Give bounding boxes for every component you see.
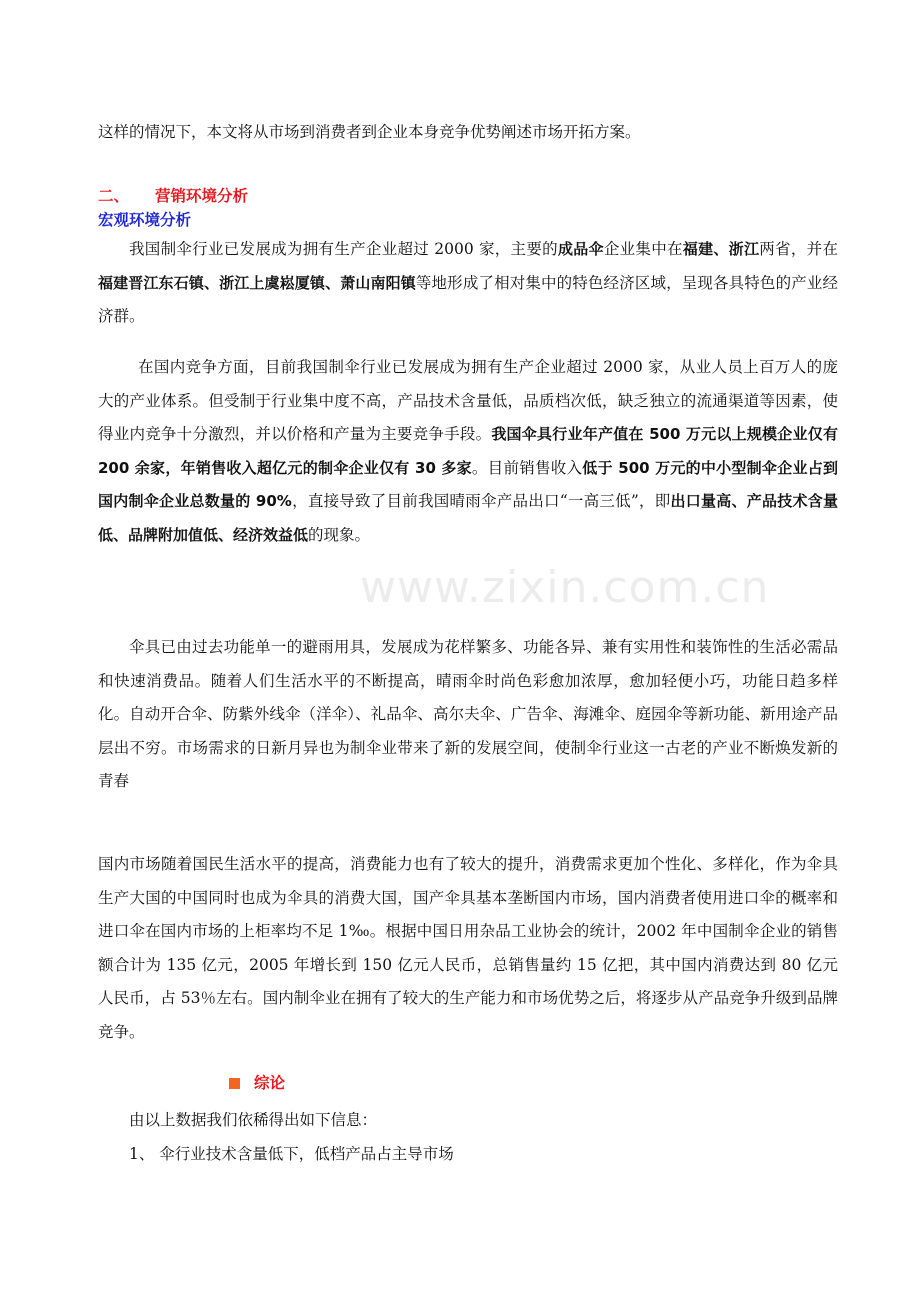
section-heading [98, 184, 248, 208]
summary-intro: 由以上数据我们依稀得出如下信息： [129, 1111, 378, 1129]
summary-title: 综论 [254, 1074, 286, 1092]
section-title: 营销环境分析 [155, 187, 249, 205]
text: 的现象。 [308, 525, 371, 544]
bold-text: 福建、浙江 [682, 240, 760, 258]
subsection-heading: 宏观环境分析 [98, 211, 192, 229]
bold-text: 出口量高、产品技术含量低、品牌附加值低、经济效益低 [98, 492, 838, 544]
paragraph-industry-clusters [98, 233, 838, 334]
bold-text: 低于 500 万元的中小型制伞企业占到国内制伞企业总数量的 90% [98, 458, 838, 510]
paragraph-domestic-competition [98, 351, 838, 552]
section-number: 二、 [98, 187, 130, 205]
square-bullet-icon [229, 1078, 240, 1089]
watermark: www.zixin.com.cn [360, 562, 770, 613]
text: 。目前销售收入 [471, 458, 583, 477]
summary-heading [229, 1070, 285, 1096]
text: 在国内竞争方面，目前我国制伞行业已发展成为拥有生产企业超过 2000 家，从业人员上百万人的庞大的产业体系。但受制于行业集中度不高，产品技术含量低，品质档次低，缺乏独立的流通渠道等因素，使得业内竞争十分激烈，并以价格和产量为主要竞争手段。 [98, 358, 838, 443]
paragraph-product-diversity: 伞具已由过去功能单一的避雨用具，发展成为花样繁多、功能各异、兼有实用性和装饰性的生活必需品和快速消费品。随着人们生活水平的不断提高，晴雨伞时尚色彩愈加浓厚，愈加轻便小巧，功能日趋多样化。自动开合伞、防紫外线伞（洋伞）、礼品伞、高尔夫伞、广告伞、海滩伞、庭园伞等新功能、新用途产品层出不穷。市场需求的日新月异也为制伞业带来了新的发展空间，使制伞行业这一古老的产业不断焕发新的青春 [98, 638, 838, 790]
bold-text: 福建晋江东石镇、浙江上虞崧厦镇、萧山南阳镇 [98, 273, 416, 292]
text: ，直接导致了目前我国晴雨伞产品出口“一高三低”，即 [291, 492, 671, 510]
paragraph-domestic-market: 国内市场随着国民生活水平的提高，消费能力也有了较大的提升，消费需求更加个性化、多样化，作为伞具生产大国的中国同时也成为伞具的消费大国，国产伞具基本垄断国内市场，国内消费者使用进口伞的概率和进口伞在国内市场的上柜率均不足 1‰。根据中国日用杂品工业协会的统计，2002 年中国制伞企业的销售额合计为 135 亿元，2005 年增长到 150 亿元人民币，总销售量约 15 亿把，其中国内消费达到 80 亿元人民币，占 53％左右。国内制伞业在拥有了较大的生产能力和市场优势之后，将逐步从产品竞争升级到品牌竞争。 [98, 855, 838, 1041]
text: 两省，并在 [759, 240, 838, 258]
text: 等地形成了相对集中的特色经济区域，呈现各具特色的产业经济群。 [98, 273, 838, 325]
text: 企业集中在 [603, 240, 683, 258]
bold-text: 我国伞具行业年产值在 500 万元以上规模企业仅有 200 余家，年销售收入超亿元的制伞企业仅有 30 多家 [98, 425, 838, 477]
summary-item-1: 1、 伞行业技术含量低下，低档产品占主导市场 [129, 1145, 454, 1163]
intro-paragraph: 这样的情况下，本文将从市场到消费者到企业本身竞争优势阐述市场开拓方案。 [98, 123, 641, 141]
bold-text: 成品伞 [557, 240, 604, 258]
text: 我国制伞行业已发展成为拥有生产企业超过 2000 家，主要的 [129, 240, 558, 258]
